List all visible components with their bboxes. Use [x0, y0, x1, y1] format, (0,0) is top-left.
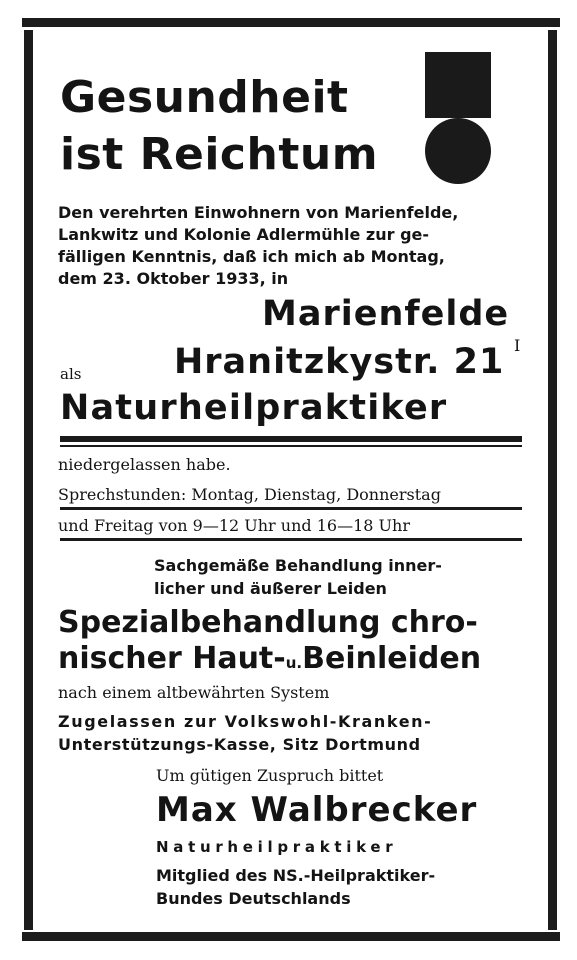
profession-heading: Naturheilpraktiker: [60, 388, 448, 428]
special-line-2c: Beinleiden: [302, 641, 482, 676]
special-line-2a: nischer Haut-: [58, 641, 286, 676]
treatment-line-2: licher und äußerer Leiden: [154, 579, 387, 598]
special-line-1: Spezialbehandlung chro-: [58, 605, 478, 640]
settled-text: niedergelassen habe.: [58, 455, 231, 474]
headline-line-1: Gesundheit: [60, 72, 349, 123]
intro-line-1: Den verehrten Einwohnern von Marienfelde,: [58, 203, 459, 222]
signature-name: Max Walbrecker: [156, 790, 478, 830]
hours-underline-2: [60, 538, 522, 541]
hours-underline-1: [60, 507, 522, 510]
location-place: Marienfelde: [262, 294, 510, 334]
logo-circle-mark: [425, 118, 491, 184]
intro-line-2: Lankwitz und Kolonie Adlermühle zur ge-: [58, 225, 430, 244]
intro-line-3: fälligen Kenntnis, daß ich mich ab Montag,: [58, 247, 445, 266]
frame-right: [548, 30, 557, 930]
location-als: als: [60, 365, 82, 383]
logo-square-mark: [425, 52, 491, 118]
treatment-line-1: Sachgemäße Behandlung inner-: [154, 556, 442, 575]
membership-line-2: Bundes Deutschlands: [156, 889, 351, 908]
divider-thick: [60, 436, 522, 442]
intro-line-4: dem 23. Oktober 1933, in: [58, 269, 289, 288]
frame-left: [24, 30, 33, 930]
system-text: nach einem altbewährten System: [58, 683, 330, 702]
signature-title: Naturheilpraktiker: [156, 838, 398, 856]
frame-bottom: [22, 932, 560, 941]
admitted-line-1: Zugelassen zur Volkswohl-Kranken-: [58, 712, 433, 731]
membership-line-1: Mitglied des NS.-Heilpraktiker-: [156, 866, 436, 885]
request-text: Um gütigen Zuspruch bittet: [156, 766, 384, 785]
special-line-2: [58, 641, 481, 676]
hours-line-2: und Freitag von 9—12 Uhr und 16—18 Uhr: [58, 516, 410, 535]
divider-thin: [60, 445, 522, 447]
hours-line-1: Sprechstunden: Montag, Dienstag, Donnerstag: [58, 485, 441, 504]
location-street: Hranitzkystr. 21: [174, 342, 505, 382]
headline-line-2: ist Reichtum: [60, 129, 379, 180]
location-superscript: I: [514, 336, 521, 355]
special-line-2b: u.: [285, 654, 303, 672]
admitted-line-2: Unterstützungs-Kasse, Sitz Dortmund: [58, 735, 421, 754]
frame-top: [22, 18, 560, 27]
